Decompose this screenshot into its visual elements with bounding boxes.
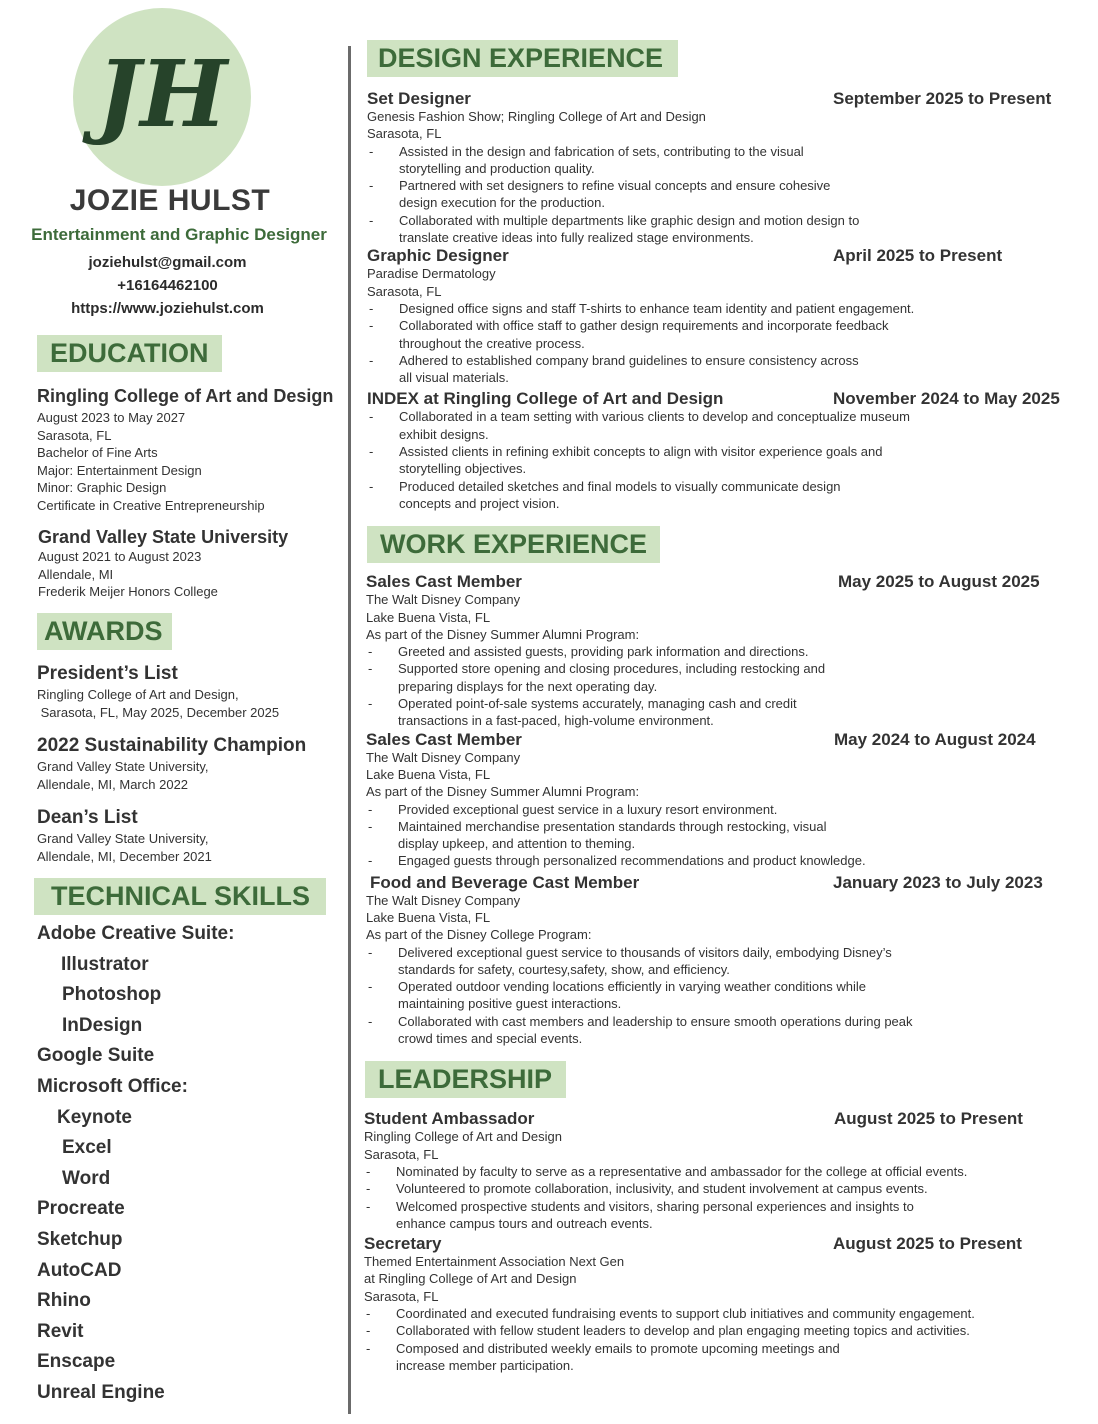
job-title: INDEX at Ringling College of Art and Design bbox=[367, 389, 724, 409]
leadership-heading: LEADERSHIP bbox=[365, 1061, 566, 1098]
main-content bbox=[364, 40, 1084, 1374]
job-bullet: - Collaborated with multiple departments like graphic design and motion design to translate creative ideas into fully realized stage environments. bbox=[367, 212, 911, 247]
job-detail: Sarasota, FL bbox=[364, 1288, 439, 1304]
job-bullet: - Partnered with set designers to refine visual concepts and ensure cohesive design execution for the production. bbox=[367, 177, 859, 212]
job-detail: As part of the Disney Summer Alumni Program: bbox=[366, 626, 640, 642]
job-bullet: - Designed office signs and staff T-shirts to enhance team identity and patient engagement. bbox=[367, 300, 1059, 317]
job-date: August 2025 to Present bbox=[833, 1234, 1022, 1254]
job-bullet: - Composed and distributed weekly emails to promote upcoming meetings and increase member participation. bbox=[364, 1340, 876, 1375]
job-bullet: - Collaborated with fellow student leaders to develop and plan engaging meeting topics and activities. bbox=[364, 1322, 1056, 1339]
monogram-icon bbox=[73, 8, 251, 186]
job-title: Food and Beverage Cast Member bbox=[370, 872, 640, 892]
education-section bbox=[37, 335, 222, 372]
job-bullet: - Collaborated with cast members and leadership to ensure smooth operations during peak crowd times and special events. bbox=[366, 1013, 918, 1048]
job-detail: Themed Entertainment Association Next Gen bbox=[364, 1254, 625, 1270]
job-bullet: - Collaborated with office staff to gather design requirements and incorporate feedback throughout the creative process. bbox=[367, 317, 894, 352]
school-detail: August 2023 to May 2027 bbox=[37, 410, 186, 425]
job-bullet: - Collaborated in a team setting with various clients to develop and conceptualize museum exhibit designs. bbox=[367, 408, 919, 443]
job-bullet: - Operated point-of-sale systems accurately, managing cash and credit transactions in a fast-paced, high-volume environment. bbox=[366, 695, 818, 730]
job-bullet: - Operated outdoor vending locations efficiently in varying weather conditions while maintaining positive guest interactions. bbox=[366, 978, 918, 1013]
job-title: Set Designer bbox=[367, 89, 471, 108]
award-detail: Allendale, MI, March 2022 bbox=[37, 776, 189, 792]
award-item bbox=[37, 662, 279, 721]
job-date: January 2023 to July 2023 bbox=[833, 872, 1043, 892]
awards-section bbox=[37, 613, 172, 650]
job-entry bbox=[366, 572, 1066, 729]
work-experience-section bbox=[367, 526, 1084, 563]
school-detail: Allendale, MI bbox=[38, 566, 114, 582]
award-detail: Sarasota, FL, May 2025, December 2025 bbox=[37, 704, 280, 720]
job-entry bbox=[366, 873, 1066, 1048]
work-experience-heading: WORK EXPERIENCE bbox=[367, 526, 660, 563]
job-bullet: - Produced detailed sketches and final models to visually communicate design concepts and project vision. bbox=[367, 478, 854, 513]
education-school bbox=[38, 526, 288, 601]
award-title: Dean’s List bbox=[37, 807, 138, 828]
skill-item: Unreal Engine bbox=[37, 1381, 165, 1403]
skill-item: Procreate bbox=[37, 1198, 125, 1220]
job-bullet: - Supported store opening and closing procedures, including restocking and preparing displays for the next operating day. bbox=[366, 660, 858, 695]
skill-item: Revit bbox=[37, 1320, 84, 1342]
job-title: Student Ambassador bbox=[364, 1109, 535, 1129]
job-date: May 2024 to August 2024 bbox=[834, 729, 1036, 749]
job-bullet: - Assisted in the design and fabrication of sets, contributing to the visual storytelling and production quality. bbox=[367, 143, 859, 178]
job-bullet: - Delivered exceptional guest service to thousands of visitors daily, embodying Disney’s standards for safety, courtesy,safety, show, and efficiency. bbox=[366, 944, 918, 979]
job-bullet: - Engaged guests through personalized recommendations and product knowledge. bbox=[366, 852, 918, 869]
job-title: Secretary bbox=[364, 1234, 442, 1254]
email[interactable]: joziehulst@gmail.com bbox=[88, 254, 247, 271]
skill-item: Sketchup bbox=[37, 1228, 123, 1250]
education-heading: EDUCATION bbox=[37, 335, 222, 372]
svg-text:JH: JH bbox=[96, 40, 228, 148]
job-date: September 2025 to Present bbox=[833, 89, 1052, 108]
job-bullet: - Greeted and assisted guests, providing park information and directions. bbox=[366, 643, 918, 660]
skill-item: Adobe Creative Suite: bbox=[37, 923, 235, 944]
job-bullet: - Assisted clients in refining exhibit concepts to align with visitor experience goals and storytelling objectives. bbox=[367, 443, 919, 478]
education-school bbox=[37, 385, 333, 514]
skills-section bbox=[34, 878, 326, 915]
skill-item: Word bbox=[62, 1167, 111, 1189]
award-title: President’s List bbox=[37, 663, 178, 684]
job-title: Graphic Designer bbox=[367, 246, 509, 266]
job-entry bbox=[367, 246, 1067, 386]
job-date: May 2025 to August 2025 bbox=[838, 572, 1040, 592]
awards-heading: AWARDS bbox=[37, 613, 172, 650]
skill-item: Excel bbox=[62, 1137, 112, 1159]
skill-item: Keynote bbox=[57, 1106, 132, 1128]
website[interactable]: https://www.joziehulst.com bbox=[71, 300, 264, 317]
job-detail: The Walt Disney Company bbox=[366, 592, 521, 608]
school-detail: August 2021 to August 2023 bbox=[38, 549, 202, 564]
award-detail: Grand Valley State University, bbox=[37, 831, 209, 846]
job-detail: Lake Buena Vista, FL bbox=[366, 909, 491, 925]
skill-item: Photoshop bbox=[62, 984, 162, 1006]
column-divider bbox=[348, 46, 351, 1414]
job-entry bbox=[367, 89, 1067, 246]
job-date: August 2025 to Present bbox=[834, 1109, 1023, 1129]
school-name: Grand Valley State University bbox=[38, 527, 289, 547]
sidebar bbox=[0, 0, 345, 1424]
phone[interactable]: +16164462100 bbox=[117, 277, 218, 294]
skill-item: InDesign bbox=[62, 1014, 143, 1036]
skill-item: Illustrator bbox=[61, 953, 149, 975]
school-detail: Certificate in Creative Entrepreneurship bbox=[37, 497, 265, 513]
design-experience-section bbox=[367, 40, 1084, 77]
candidate-name: JOZIE HULST bbox=[69, 184, 271, 217]
job-bullet: - Welcomed prospective students and visitors, sharing personal experiences and insights to enhance campus tours and outreach events. bbox=[364, 1198, 916, 1233]
job-detail: Sarasota, FL bbox=[367, 283, 442, 299]
monogram-logo bbox=[73, 8, 251, 186]
job-bullet: - Nominated by faculty to serve as a representative and ambassador for the college at official events. bbox=[364, 1163, 1056, 1180]
award-detail: Grand Valley State University, bbox=[37, 759, 209, 774]
job-detail: Genesis Fashion Show; Ringling College of Art and Design bbox=[367, 109, 706, 124]
job-detail: at Ringling College of Art and Design bbox=[364, 1271, 577, 1287]
job-date: November 2024 to May 2025 bbox=[833, 389, 1060, 409]
skill-item: Enscape bbox=[37, 1351, 116, 1373]
job-detail: As part of the Disney Summer Alumni Program: bbox=[366, 784, 640, 800]
job-bullet: - Adhered to established company brand guidelines to ensure consistency across all visual materials. bbox=[367, 352, 874, 387]
school-detail: Sarasota, FL bbox=[37, 427, 112, 443]
job-entry bbox=[364, 1109, 1064, 1232]
job-detail: Sarasota, FL bbox=[367, 126, 442, 142]
job-title: Sales Cast Member bbox=[366, 572, 522, 592]
job-detail: Lake Buena Vista, FL bbox=[366, 766, 491, 782]
job-detail: The Walt Disney Company bbox=[366, 749, 521, 765]
school-detail: Major: Entertainment Design bbox=[37, 462, 202, 478]
job-detail: The Walt Disney Company bbox=[366, 892, 521, 908]
job-title: Sales Cast Member bbox=[366, 729, 522, 749]
skill-item: AutoCAD bbox=[37, 1259, 122, 1281]
job-entry bbox=[364, 1234, 1064, 1374]
school-name: Ringling College of Art and Design bbox=[37, 386, 334, 406]
job-detail: Paradise Dermatology bbox=[367, 266, 496, 282]
job-detail: As part of the Disney College Program: bbox=[366, 927, 592, 943]
job-bullet: - Provided exceptional guest service in a luxury resort environment. bbox=[366, 801, 918, 818]
award-title: 2022 Sustainability Champion bbox=[37, 735, 307, 756]
job-detail: Ringling College of Art and Design bbox=[364, 1129, 563, 1145]
skill-item: Microsoft Office: bbox=[37, 1075, 188, 1097]
award-item bbox=[37, 734, 306, 793]
award-detail: Allendale, MI, December 2021 bbox=[37, 848, 212, 864]
job-detail: Sarasota, FL bbox=[364, 1146, 439, 1162]
award-item bbox=[37, 806, 212, 865]
school-detail: Bachelor of Fine Arts bbox=[37, 445, 158, 460]
job-detail: Lake Buena Vista, FL bbox=[366, 609, 491, 625]
job-date: April 2025 to Present bbox=[833, 246, 1003, 266]
school-detail: Minor: Graphic Design bbox=[37, 480, 167, 495]
design-experience-heading: DESIGN EXPERIENCE bbox=[367, 40, 678, 77]
skill-item: Rhino bbox=[37, 1290, 91, 1312]
job-entry bbox=[366, 730, 1066, 870]
job-bullet: - Maintained merchandise presentation standards through restocking, visual display upkeep, and attention to theming. bbox=[366, 818, 843, 853]
job-bullet: - Coordinated and executed fundraising events to support club initiatives and community engagement. bbox=[364, 1305, 1056, 1322]
candidate-role: Entertainment and Graphic Designer bbox=[31, 225, 327, 244]
skills-list bbox=[37, 919, 234, 1409]
job-bullet: - Volunteered to promote collaboration, inclusivity, and student involvement at campus events. bbox=[364, 1180, 1056, 1197]
job-entry bbox=[367, 389, 1067, 512]
award-detail: Ringling College of Art and Design, bbox=[37, 687, 239, 702]
leadership-section bbox=[365, 1061, 1084, 1098]
skill-item: Google Suite bbox=[37, 1045, 155, 1067]
skills-heading: TECHNICAL SKILLS bbox=[34, 878, 326, 915]
school-detail: Frederik Meijer Honors College bbox=[38, 584, 218, 599]
